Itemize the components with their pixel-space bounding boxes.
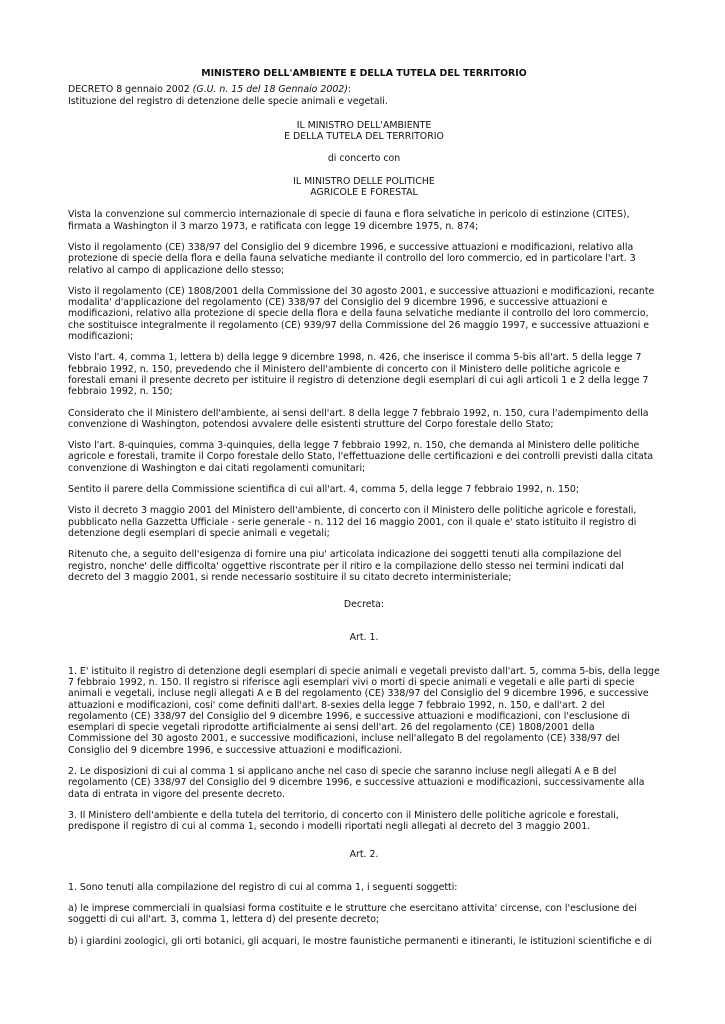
minister-block <box>68 120 660 143</box>
preamble-paragraph: Considerato che il Ministero dell'ambiente, ai sensi dell'art. 8 della legge 7 febbraio 1992, n. 150, cura l'adempimento della convenzione di Washington, potendosi avvalere delle esistenti strutture del Corpo forestale dello Stato; <box>68 407 649 430</box>
preamble-paragraph: Sentito il parere della Commissione scientifica di cui all'art. 4, comma 5, della legge 7 febbraio 1992, n. 150; <box>68 484 580 496</box>
article-2-paragraph: a) le imprese commerciali in qualsiasi forma costituite e le strutture che esercitano attivita' circense, con l'esclusione dei soggetti di cui all'art. 3, comma 1, lettera d) del presente decreto; <box>68 903 637 926</box>
decreta-heading: Decreta: <box>343 599 385 611</box>
preamble-paragraph: Ritenuto che, a seguito dell'esigenza di fornire una piu' articolata indicazione dei soggetti tenuti alla compilazione del registro, nonche' delle difficolta' oggettive riscontrate per il ritiro e la compilazione dello stesso nei termini indicati dal decreto del 3 maggio 2001, si rende necessario sostituire il su citato decreto interministeriale; <box>68 549 624 583</box>
preamble-paragraph: Visto il regolamento (CE) 1808/2001 della Commissione del 30 agosto 2001, e successive attuazioni e modificazioni, recante modalita' d'applicazione del regolamento (CE) 338/97 del Consiglio del 9 dicembre 1996, e successive attuazioni e modificazioni, relativo alla protezione di specie della flora e della fauna selvatiche mediante il controllo del loro commercio, che sostituisce integralmente il regolamento (CE) 939/97 della Commissione del 26 maggio 1997, e successive attuazioni e modificazioni; <box>68 285 655 343</box>
gazette-reference: (G.U. n. 15 del 18 Gennaio 2002) <box>192 84 348 96</box>
decree-subject: Istituzione del registro di detenzione delle specie animali e vegetali. <box>68 95 388 107</box>
minister-line-1: IL MINISTRO DELL'AMBIENTE <box>296 119 432 131</box>
preamble-paragraph: Visto l'art. 8-quinquies, comma 3-quinquies, della legge 7 febbraio 1992, n. 150, che demanda al Ministero delle politiche agricole e forestali, tramite il Corpo forestale dello Stato, l'effettuazione delle certificazioni e dei controlli previsti dalla citata convenzione di Washington e dai citati regolamenti comunitari; <box>68 440 654 474</box>
article-1-paragraph: 2. Le disposizioni di cui al comma 1 si applicano anche nel caso di specie che saranno incluse negli allegati A e B del regolamento (CE) 338/97 del Consiglio del 9 dicembre 1996, e successive attuazioni e modificazioni, successivamente alla data di entrata in vigore del presente decreto. <box>68 766 645 800</box>
gazette-colon: : <box>347 84 352 96</box>
article-1-heading: Art. 1. <box>349 632 379 644</box>
article-2-heading: Art. 2. <box>349 848 379 860</box>
article-1-paragraph: 1. E' istituito il registro di detenzione degli esemplari di specie animali e vegetali previsto dall'art. 5, comma 5-bis, della legge 7 febbraio 1992, n. 150. Il registro si riferisce agli esemplari vivi o morti di specie animali e vegetali e alle parti di specie animali e vegetali, incluse negli allegati A e B del regolamento (CE) 338/97 del Consiglio del 9 dicembre 1996, e successive attuazioni e modificazioni, cosi' come definiti dall'art. 8-sexies della legge 7 febbraio 1992, n. 150, e dall'art. 2 del regolamento (CE) 338/97 del Consiglio del 9 dicembre 1996, e successive attuazioni e modificazioni, con l'esclusione di esemplari di specie vegetali riprodotte artificialmente ai sensi dell'art. 26 del regolamento (CE) 1808/2001 della Commissione del 30 agosto 2001, e successive modificazioni, incluse nell'allegato B del regolamento (CE) 338/97 del Consiglio del 9 dicembre 1996, e successive attuazioni e modificazioni. <box>68 665 660 756</box>
minister-line-2: E DELLA TUTELA DEL TERRITORIO <box>284 131 444 143</box>
preamble-paragraph: Vista la convenzione sul commercio internazionale di specie di fauna e flora selvatiche in pericolo di estinzione (CITES), firmata a Washington il 3 marzo 1973, e ratificata con legge 19 dicembre 1975, n. 874; <box>68 209 630 232</box>
concert-line: di concerto con <box>327 153 401 165</box>
minister2-line-1: IL MINISTRO DELLE POLITICHE <box>293 175 435 187</box>
article-1-paragraph: 3. Il Ministero dell'ambiente e della tutela del territorio, di concerto con il Ministero delle politiche agricole e forestali, predispone il registro di cui al comma 1, secondo i modelli riportati negli allegati al decreto del 3 maggio 2001. <box>68 809 619 833</box>
article-2-paragraph: b) i giardini zoologici, gli orti botanici, gli acquari, le mostre faunistiche permanenti e itineranti, le istituzioni scientifiche e di <box>68 935 652 947</box>
article-2-paragraph: 1. Sono tenuti alla compilazione del registro di cui al comma 1, i seguenti soggetti: <box>68 881 458 893</box>
preamble-paragraph: Visto il decreto 3 maggio 2001 del Ministero dell'ambiente, di concerto con il Ministero delle politiche agricole e forestali, pubblicato nella Gazzetta Ufficiale - serie generale - n. 112 del 16 maggio 2001, con il quale e' stato istituito il registro di detenzione degli esemplari di specie animali e vegetali; <box>68 505 637 539</box>
preamble-paragraph: Visto l'art. 4, comma 1, lettera b) della legge 9 dicembre 1998, n. 426, che inserisce il comma 5-bis all'art. 5 della legge 7 febbraio 1992, n. 150, prevedendo che il Ministero dell'ambiente di concerto con il Ministero delle politiche agricole e forestali emani il presente decreto per istituire il registro di detenzione degli esemplari di cui agli articoli 1 e 2 della legge 7 febbraio 1992, n. 150; <box>68 352 649 398</box>
minister2-block <box>68 176 660 199</box>
minister2-line-2: AGRICOLE E FORESTAL <box>310 187 418 199</box>
decree-header <box>68 84 660 107</box>
ministry-title: MINISTERO DELL'AMBIENTE E DELLA TUTELA DEL TERRITORIO <box>201 68 527 79</box>
document-body <box>68 68 660 957</box>
decree-date: DECRETO 8 gennaio 2002 <box>68 84 193 96</box>
preamble-paragraph: Visto il regolamento (CE) 338/97 del Consiglio del 9 dicembre 1996, e successive attuazioni e modificazioni, relativo alla protezione di specie della flora e della fauna selvatiche mediante il controllo del loro commercio, ed in particolare l'art. 3 relativo al campo di applicazione dello stesso; <box>68 241 636 276</box>
